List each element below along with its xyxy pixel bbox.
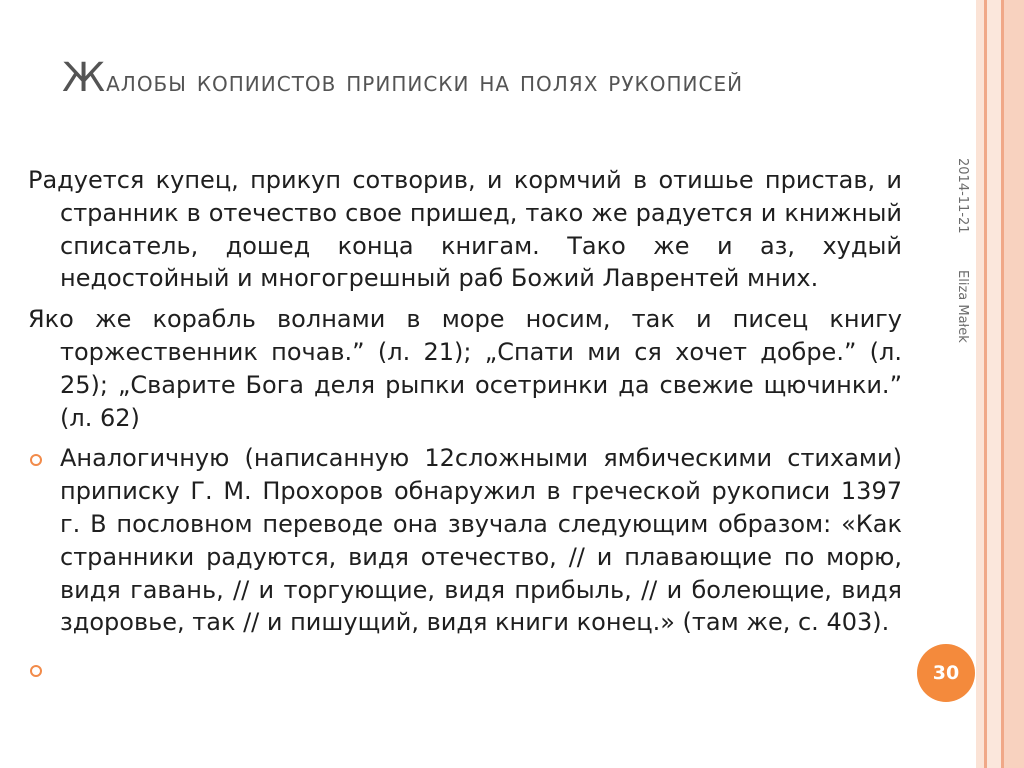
title-rest: алобы копиистов приписки на полях рукописей — [106, 65, 744, 98]
slide-title — [62, 46, 942, 114]
title-first-letter: Ж — [62, 55, 107, 101]
decorative-stripes — [976, 0, 1024, 768]
body-paragraph: Яко же корабль волнами в море носим, так и писец книгу торжественник почав.” (л. 21); „Спати ми ся хочет добре.” (л. 25); „Сварите Бога деля рыпки осетринки да свежие щючинки.” (л. 62) — [28, 305, 902, 432]
page-number-badge: 30 — [917, 644, 975, 702]
bullet-icon — [30, 454, 42, 466]
bullet-item-empty — [28, 653, 902, 685]
bullet-item — [28, 442, 902, 639]
slide-body — [28, 164, 902, 699]
bullet-text: Аналогичную (написанную 12сложными ямбическими стихами) приписку Г. М. Прохоров обнаружил в греческой рукописи 1397 г. В пословном переводе она звучала следующим образом: «Как странники радуются, видя отечество, // и плавающие по морю, видя гавань, // и торгующие, видя прибыль, // и болеющие, видя здоровье, так // и пишущий, видя книги конец.» (там же, с. 403). — [60, 444, 902, 637]
body-paragraph: Радуется купец, прикуп сотворив, и кормчий в отишье пристав, и странник в отечество свое пришед, тако же радуется и книжный списатель, дошед конца книгам. Тако же и аз, худый недостойный и многогрешный раб Божий Лаврентей мних. — [28, 166, 902, 293]
slide-date: 2014-11-21 — [955, 158, 970, 234]
slide-author: Eliza Małek — [955, 270, 970, 343]
bullet-icon — [30, 665, 42, 677]
